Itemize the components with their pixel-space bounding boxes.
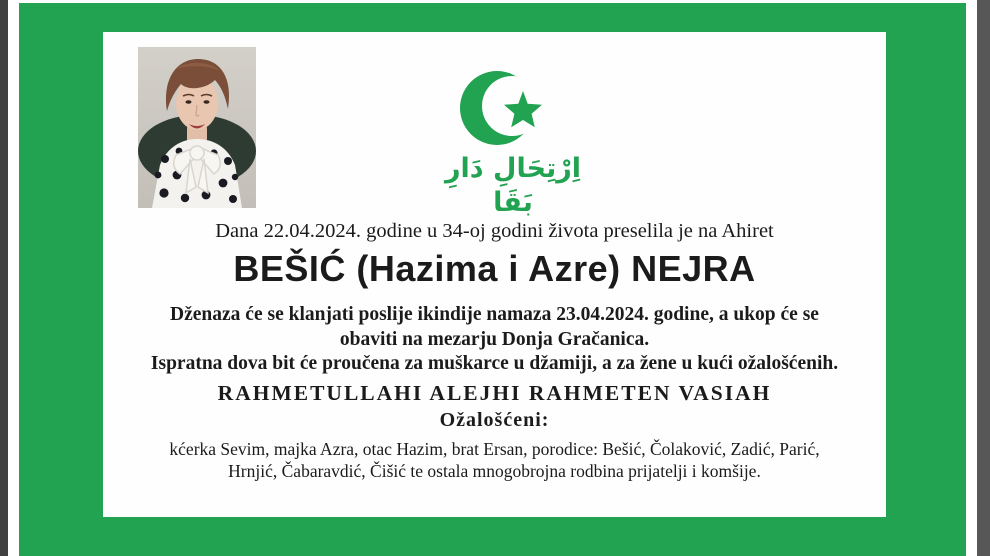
prayer-line: RAHMETULLAHI ALEJHI RAHMETEN VASIAH <box>217 381 772 405</box>
intro-line: Dana 22.04.2024. godine u 34-oj godini života preselila je na Ahiret <box>215 220 774 242</box>
right-edge-strip <box>977 0 990 556</box>
portrait-photo <box>138 47 256 208</box>
deceased-name: BEŠIĆ (Hazima i Azre) NEJRA <box>233 248 756 289</box>
mourners-line-1: kćerka Sevim, majka Azra, otac Hazim, brat Ersan, porodice: Bešić, Čolaković, Zadić, Parić, <box>169 439 820 459</box>
dova-line: Ispratna dova bit će proučena za muškarce u džamiji, a za žene u kući ožalošćenih. <box>150 353 839 374</box>
obituary-notice-panel <box>103 32 886 517</box>
funeral-line-1: Dženaza će se klanjati poslije ikindije namaza 23.04.2024. godine, a ukop će se <box>170 304 819 325</box>
left-edge-strip <box>0 0 8 556</box>
green-frame <box>19 3 966 556</box>
mourners-line-2: Hrnjić, Čabaravdić, Čišić te ostala mnogobrojna rodbina prijatelji i komšije. <box>228 461 761 481</box>
crescent-star-icon <box>460 66 560 158</box>
arabic-calligraphy: اِرْتِحَالِ دَارِ بَقَا <box>444 153 581 218</box>
mourners-label: Ožalošćeni: <box>439 409 550 431</box>
portrait-illustration <box>138 47 256 208</box>
funeral-line-2: obaviti na mezarju Donja Gračanica. <box>339 329 650 350</box>
